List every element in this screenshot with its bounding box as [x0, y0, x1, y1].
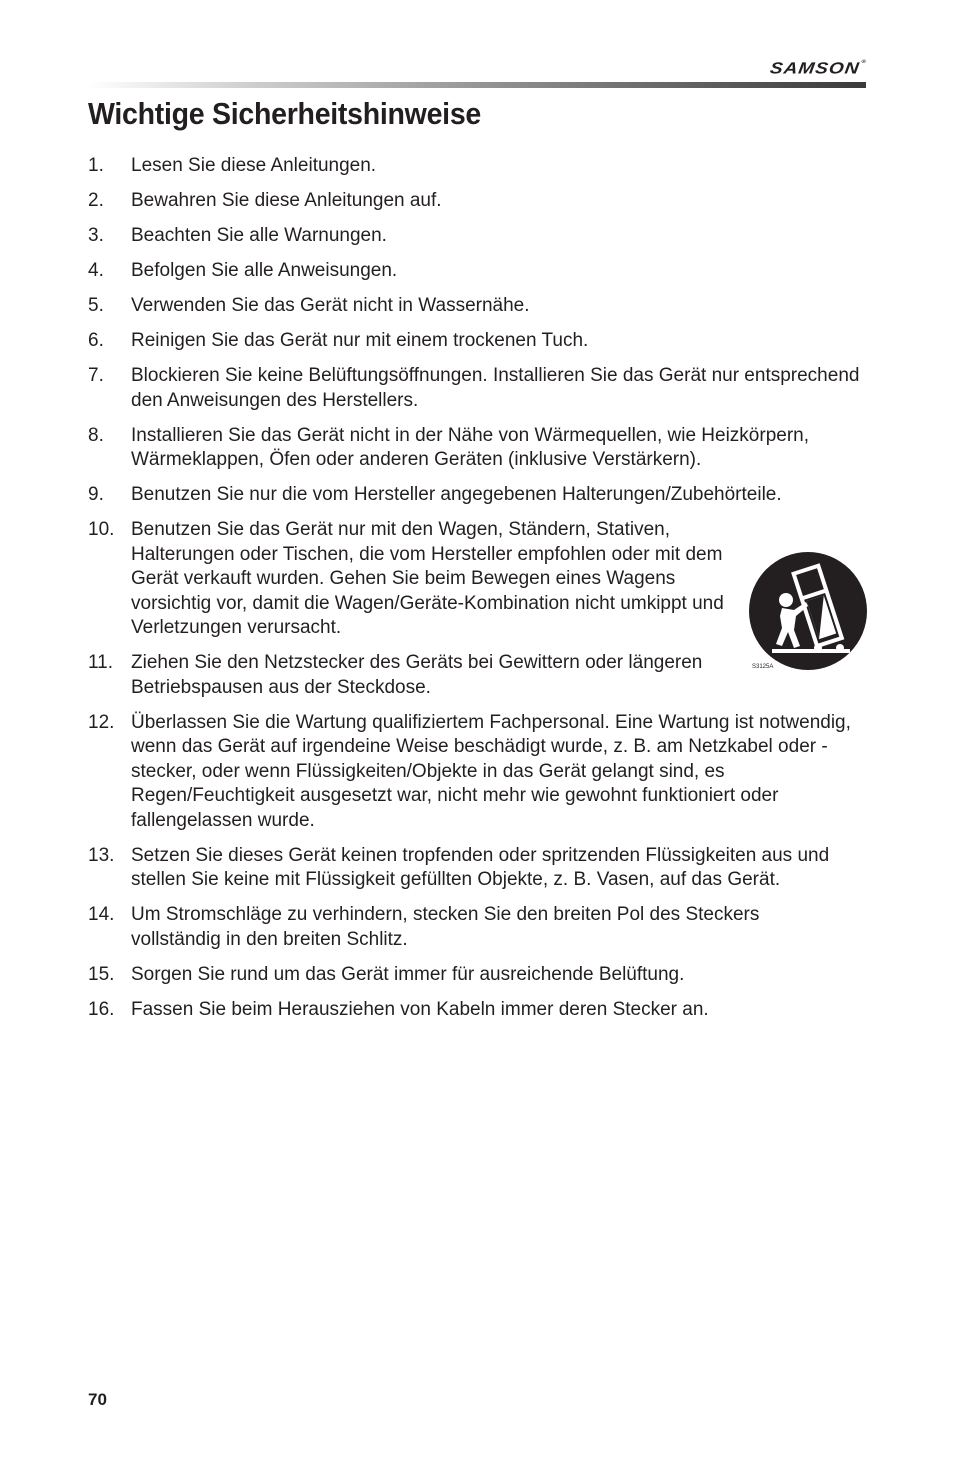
item-number: 4. [88, 260, 104, 281]
item-number: 6. [88, 330, 104, 351]
list-item [88, 424, 866, 473]
item-text: Blockieren Sie keine Belüftungsöffnungen. Installieren Sie das Gerät nur entsprechend den Anweisungen des Herstellers. [131, 365, 860, 411]
item-text: Lesen Sie diese Anleitungen. [131, 155, 377, 176]
item-text: Benutzen Sie nur die vom Hersteller angegebenen Halterungen/Zubehörteile. [131, 484, 782, 505]
item-text: Überlassen Sie die Wartung qualifiziertem Fachpersonal. Eine Wartung ist notwendig, wenn das Gerät auf irgendeine Weise beschädigt wurde, z. B. am Netzkabel oder -stecker, oder wenn Flüssigkeiten/Objekte in das Gerät gelangt sind, es Regen/Feuchtigkeit ausgesetzt war, nicht mehr wie gewohnt funktioniert oder fallengelassen wurde. [131, 711, 851, 831]
item-number: 16. [88, 998, 115, 1020]
item-text: Bewahren Sie diese Anleitungen auf. [131, 190, 442, 211]
list-item [88, 998, 866, 1023]
list-item [88, 329, 866, 354]
item-text: Reinigen Sie das Gerät nur mit einem trockenen Tuch. [131, 330, 589, 351]
item-text: Um Stromschläge zu verhindern, stecken Sie den breiten Pol des Steckers vollständig in den breiten Schlitz. [131, 904, 760, 950]
item-text: Installieren Sie das Gerät nicht in der Nähe von Wärmequellen, wie Heizkörpern, Wärmeklappen, Öfen oder anderen Geräten (inklusive Verstärkern). [131, 424, 809, 470]
page-number: 70 [88, 1390, 107, 1409]
list-item [88, 711, 866, 834]
header-rule [88, 82, 866, 88]
item-text: Benutzen Sie das Gerät nur mit den Wagen, Ständern, Stativen, Halterungen oder Tischen, die vom Hersteller empfohlen oder mit dem Gerät verkauft wurden. Gehen Sie beim Bewegen eines Wagens vorsichtig vor, damit die Wagen/Geräte-Kombination nicht umkippt und Verletzungen verursacht. [131, 519, 724, 638]
item-number: 12. [88, 711, 115, 733]
cart-tip-over-warning-icon [748, 550, 868, 672]
item-text: Setzen Sie dieses Gerät keinen tropfenden oder spritzenden Flüssigkeiten aus und stellen Sie keine mit Flüssigkeit gefüllten Objekte, z. B. Vasen, auf das Gerät. [131, 844, 830, 890]
list-item [88, 259, 866, 284]
item-number: 13. [88, 844, 115, 866]
item-text: Sorgen Sie rund um das Gerät immer für ausreichende Belüftung. [131, 963, 685, 985]
list-item [88, 364, 866, 413]
item-number: 3. [88, 225, 104, 246]
item-number: 10. [88, 519, 115, 540]
figure-code: S3125A [752, 664, 774, 670]
item-number: 8. [88, 424, 104, 446]
list-item [88, 224, 866, 249]
list-item [88, 189, 866, 214]
item-number: 11. [88, 652, 114, 673]
item-number: 15. [88, 963, 115, 985]
page-title: Wichtige Sicherheitshinweise [88, 96, 481, 131]
item-number: 7. [88, 365, 104, 386]
item-number: 14. [88, 904, 115, 925]
list-item [88, 903, 866, 952]
list-item [88, 844, 866, 893]
item-text: Fassen Sie beim Herausziehen von Kabeln immer deren Stecker an. [131, 998, 709, 1020]
list-item [88, 483, 866, 508]
item-text: Beachten Sie alle Warnungen. [131, 225, 387, 246]
list-item [88, 963, 866, 988]
list-item [88, 154, 866, 179]
item-number: 5. [88, 295, 104, 316]
brand-logo: SAMSON® [768, 59, 868, 78]
item-text: Befolgen Sie alle Anweisungen. [131, 260, 398, 281]
list-item [88, 294, 866, 319]
item-text: Ziehen Sie den Netzstecker des Geräts bei Gewittern oder längeren Betriebspausen aus der Steckdose. [131, 652, 703, 698]
item-number: 1. [88, 155, 104, 176]
item-text: Verwenden Sie das Gerät nicht in Wassernähe. [131, 295, 530, 316]
item-number: 9. [88, 484, 104, 505]
item-number: 2. [88, 190, 104, 211]
